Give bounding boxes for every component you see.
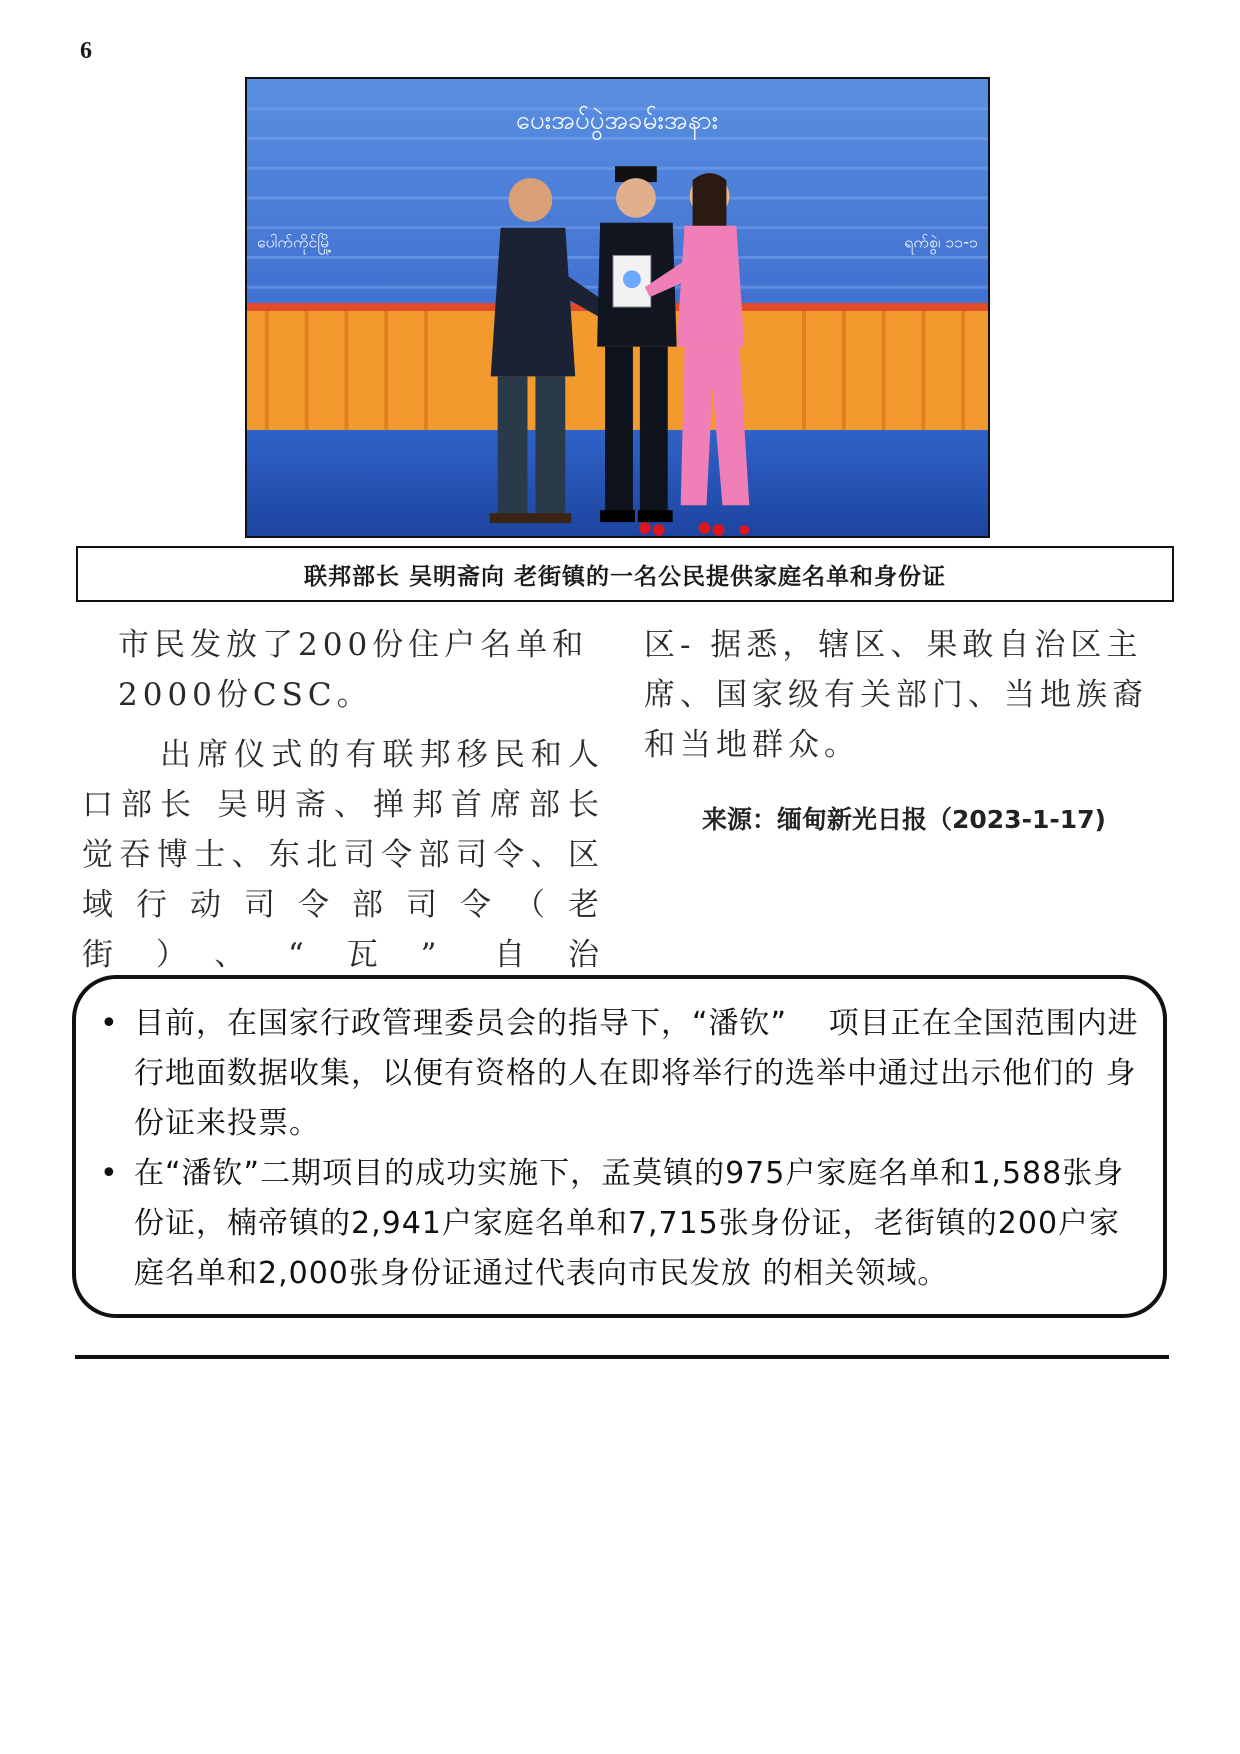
certificate bbox=[613, 255, 651, 307]
photo-caption: 联邦部长 吴明斋向 老街镇的一名公民提供家庭名单和身份证 bbox=[76, 546, 1174, 602]
notice-list bbox=[100, 999, 1139, 1299]
notice-item-text: 在“潘钦”二期项目的成功实施下，孟莫镇的975户家庭名单和1,588张身份证，楠帝镇的2,941户家庭名单和7,715张身份证，老街镇的200户家庭名单和2,000张身份证通过代表向市民发放 的相关领域。 bbox=[134, 1156, 1125, 1291]
article-left-line-2: 2000份CSC。 bbox=[118, 677, 373, 713]
banner-left-text: ပေါက်ကိုင်မြို့ bbox=[256, 232, 332, 252]
ceremony-photo bbox=[245, 77, 990, 538]
article-source: 来源：缅甸新光日报（2023-1-17) bbox=[702, 805, 1106, 834]
notice-box bbox=[72, 975, 1167, 1318]
page-number: 6 bbox=[80, 38, 92, 64]
article-left-column bbox=[82, 620, 604, 980]
bullet-icon: • bbox=[100, 1006, 119, 1041]
article-right-column bbox=[644, 620, 1164, 770]
banner-right-text: ရက်စွဲ၊ ၁၁-၁ bbox=[904, 232, 979, 252]
ceremony-photo-illustration bbox=[247, 79, 988, 536]
notice-item bbox=[100, 1149, 1139, 1299]
notice-item-text: 目前，在国家行政管理委员会的指导下，“潘钦” 项目正在全国范围内进行地面数据收集，以便有资格的人在即将举行的选举中通过出示他们的 身份证来投票。 bbox=[134, 1006, 1139, 1141]
bottom-divider bbox=[75, 1355, 1169, 1359]
article-left-line-1: 市民发放了200份住户名单和 bbox=[118, 627, 589, 663]
article-right-paragraph: 区- 据悉，辖区、果敢自治区主席、国家级有关部门、当地族裔和当地群众。 bbox=[644, 627, 1148, 763]
article-left-paragraph-2: 出席仪式的有联邦移民和人口部长 吴明斋、掸邦首席部长 觉吞博士、东北司令部司令、区域行动司令部司令（老街）、“瓦” 自治 bbox=[82, 737, 604, 973]
bullet-icon: • bbox=[100, 1156, 119, 1191]
banner-title: ပေးအပ်ပွဲအခမ်းအနား bbox=[515, 105, 719, 136]
notice-item bbox=[100, 999, 1139, 1149]
